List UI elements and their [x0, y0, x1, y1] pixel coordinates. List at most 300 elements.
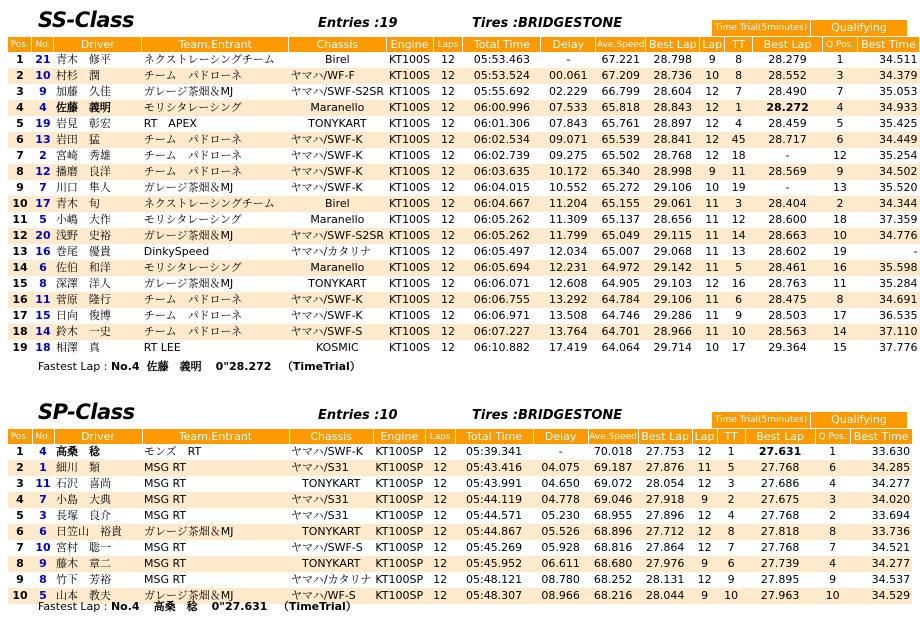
cell-chassis: TONYKART — [289, 524, 373, 540]
cell-engine: KT100S — [386, 212, 433, 228]
cell-ave-speed: 68.252 — [588, 572, 638, 588]
cell-driver: 小島 大典 — [54, 492, 142, 508]
cell-pos: 11 — [8, 212, 32, 228]
cell-engine: KT100SP — [375, 525, 424, 538]
cell-engine: KT100S — [386, 180, 433, 196]
cell-q-best-time: 34.776 — [857, 228, 919, 244]
ss-header-row — [8, 37, 920, 52]
cell-team: MSG RT — [142, 572, 289, 588]
cell-team: ガレージ茶畑＆MJ — [142, 276, 289, 292]
cell-no: 6 — [32, 260, 54, 276]
cell-best-lap: 28.768 — [646, 148, 700, 164]
cell-pos: 19 — [8, 340, 32, 356]
cell-total-time: 06:04.015 — [463, 180, 541, 196]
cell-driver: 鈴木 一史 — [54, 324, 142, 340]
ss-fastest-driver: 佐藤 義明 — [146, 360, 202, 373]
cell-driver: 加藤 久佳 — [54, 84, 142, 100]
cell-best-lap: 27.976 — [638, 556, 692, 572]
cell-total-time: 05:48.307 — [455, 588, 533, 604]
cell-tt-best-lap: 29.364 — [753, 340, 823, 356]
col-team: Team,Entrant — [142, 37, 289, 52]
cell-q-best-time: 33.630 — [850, 444, 912, 460]
cell-pos: 4 — [8, 492, 32, 508]
col-best-lap: Best Lap — [646, 37, 700, 52]
cell-engine: KT100SP — [375, 541, 424, 554]
col-team: Team,Entrant — [142, 429, 289, 444]
cell-q-best-time: 37.776 — [857, 340, 919, 356]
cell-team: RT LEE — [142, 340, 289, 356]
cell-ave-speed: 65.340 — [596, 164, 646, 180]
cell-no: 14 — [32, 324, 54, 340]
cell-delay: 00.061 — [541, 68, 596, 84]
col-ave-speed: Ave.Speed — [596, 37, 646, 52]
cell-qpos: 7 — [815, 540, 850, 556]
col-no: No. — [32, 429, 54, 444]
cell-pos: 4 — [8, 100, 32, 116]
cell-qpos: 2 — [822, 196, 857, 212]
cell-laps: 12 — [433, 68, 463, 84]
cell-total-time: 06:07.227 — [463, 324, 541, 340]
cell-ave-speed: 69.046 — [588, 492, 638, 508]
cell-ave-speed: 65.272 — [596, 180, 646, 196]
cell-pos: 9 — [8, 180, 32, 196]
cell-tt: 6 — [717, 556, 745, 572]
cell-pos: 15 — [8, 276, 32, 292]
cell-ave-speed: 65.007 — [596, 244, 646, 260]
cell-q-best-time: 35.053 — [857, 84, 919, 100]
cell-total-time: 05:45.952 — [455, 556, 533, 572]
cell-laps: 12 — [425, 572, 455, 588]
cell-tt-best-lap: 27.768 — [745, 540, 815, 556]
cell-engine: KT100S — [386, 276, 433, 292]
cell-delay: 13.508 — [541, 308, 596, 324]
table-row — [8, 572, 912, 588]
table-row — [8, 116, 920, 132]
cell-laps: 12 — [425, 556, 455, 572]
cell-lap: 11 — [700, 196, 725, 212]
cell-no: 21 — [32, 52, 54, 68]
cell-engine: KT100SP — [375, 509, 424, 522]
cell-engine: KT100S — [386, 244, 433, 260]
sp-entries: Entries :10 — [318, 408, 398, 423]
col-engine: Engine — [373, 429, 425, 444]
cell-tt: 4 — [717, 508, 745, 524]
cell-chassis: ヤマハ/S31 — [289, 460, 373, 476]
table-row — [8, 508, 912, 524]
col-laps: Laps — [425, 429, 455, 444]
cell-delay: 11.799 — [541, 228, 596, 244]
cell-tt-best-lap: 28.552 — [753, 68, 823, 84]
cell-driver: 岩見 彰宏 — [54, 116, 142, 132]
cell-total-time: 06:04.667 — [463, 196, 541, 212]
cell-ave-speed: 64.746 — [596, 308, 646, 324]
cell-team: ガレージ茶畑＆MJ — [142, 180, 289, 196]
cell-driver: 宮村 聡一 — [54, 540, 142, 556]
cell-ave-speed: 67.209 — [596, 68, 646, 84]
cell-chassis: ヤマハ/SWF-S2SR — [290, 229, 385, 242]
cell-engine: KT100SP — [375, 573, 424, 586]
ss-group-qualifying: Qualifying — [811, 20, 908, 36]
cell-qpos: 5 — [822, 116, 857, 132]
table-row — [8, 100, 920, 116]
cell-tt-best-lap: 27.739 — [745, 556, 815, 572]
cell-laps: 12 — [425, 508, 455, 524]
cell-tt: 2 — [717, 492, 745, 508]
cell-engine: KT100SP — [375, 557, 424, 570]
cell-lap: 11 — [700, 308, 725, 324]
cell-no: 4 — [32, 100, 54, 116]
cell-no: 10 — [32, 68, 54, 84]
cell-driver: 日向 俊博 — [54, 308, 142, 324]
cell-chassis: ヤマハ/SWF-K — [289, 164, 386, 180]
cell-ave-speed: 68.816 — [588, 540, 638, 556]
cell-pos: 3 — [8, 476, 32, 492]
cell-chassis: TONYKART — [289, 476, 373, 492]
cell-qpos: 3 — [822, 68, 857, 84]
cell-engine: KT100S — [386, 228, 433, 244]
cell-tt-best-lap: 28.600 — [753, 212, 823, 228]
cell-pos: 17 — [8, 308, 32, 324]
cell-chassis: ヤマハ/WF-S — [289, 588, 373, 604]
cell-delay: 13.764 — [541, 324, 596, 340]
cell-delay: - — [533, 444, 588, 460]
table-row — [8, 228, 920, 244]
cell-total-time: 06:06.071 — [463, 276, 541, 292]
ss-fastest-time: 0"28.272 — [215, 360, 272, 373]
cell-no: 5 — [32, 212, 54, 228]
cell-total-time: 06:06.971 — [463, 308, 541, 324]
ss-group-time-trial: Time Trial(5minutes) — [712, 20, 811, 36]
cell-total-time: 05:43.416 — [455, 460, 533, 476]
cell-delay: 17.419 — [541, 340, 596, 356]
table-row — [8, 148, 920, 164]
cell-best-lap: 29.061 — [646, 196, 700, 212]
cell-total-time: 06:10.882 — [463, 340, 541, 356]
cell-pos: 18 — [8, 324, 32, 340]
cell-tt-best-lap: 28.279 — [753, 52, 823, 68]
cell-delay: 09.275 — [541, 148, 596, 164]
cell-tt-best-lap: 28.459 — [753, 116, 823, 132]
cell-lap: 10 — [700, 180, 725, 196]
cell-driver: 菅原 隆行 — [54, 292, 142, 308]
cell-no: 12 — [32, 164, 54, 180]
cell-laps: 12 — [425, 540, 455, 556]
cell-pos: 1 — [8, 444, 32, 460]
cell-q-best-time: - — [857, 244, 919, 260]
cell-chassis: ヤマハ/SWF-S — [289, 540, 373, 556]
ss-tires: Tires :BRIDGESTONE — [472, 16, 623, 31]
cell-tt: 1 — [717, 444, 745, 460]
cell-lap: 12 — [692, 524, 717, 540]
cell-pos: 13 — [8, 244, 32, 260]
cell-no: 17 — [32, 196, 54, 212]
cell-lap: 12 — [700, 132, 725, 148]
cell-ave-speed: 67.221 — [596, 52, 646, 68]
cell-best-lap: 28.998 — [646, 164, 700, 180]
table-row — [8, 196, 920, 212]
cell-qpos: 14 — [822, 324, 857, 340]
cell-engine: KT100SP — [375, 445, 424, 458]
cell-tt: 45 — [725, 132, 753, 148]
table-row — [8, 292, 920, 308]
col-tt-best-lap: Best Lap — [745, 429, 815, 444]
cell-lap: 11 — [692, 460, 717, 476]
cell-tt-best-lap: 27.686 — [745, 476, 815, 492]
cell-driver: 巻尾 優貴 — [54, 244, 142, 260]
cell-laps: 12 — [433, 116, 463, 132]
cell-lap: 12 — [700, 276, 725, 292]
sp-header-row — [8, 429, 912, 444]
cell-ave-speed: 65.155 — [596, 196, 646, 212]
cell-total-time: 05:48.121 — [455, 572, 533, 588]
cell-no: 1 — [32, 460, 54, 476]
cell-pos: 6 — [8, 524, 32, 540]
cell-no: 8 — [32, 276, 54, 292]
cell-total-time: 05:39.341 — [455, 444, 533, 460]
cell-qpos: 4 — [822, 100, 857, 116]
cell-tt: 17 — [725, 340, 753, 356]
cell-laps: 12 — [425, 492, 455, 508]
col-engine: Engine — [386, 37, 433, 52]
cell-q-best-time: 37.359 — [857, 212, 919, 228]
cell-pos: 9 — [8, 572, 32, 588]
cell-team: DinkySpeed — [142, 244, 289, 260]
cell-team: チーム パドローネ — [142, 132, 289, 148]
table-row — [8, 308, 920, 324]
ss-fastest-no: No.4 — [110, 360, 140, 373]
cell-laps: 12 — [433, 308, 463, 324]
cell-tt: 6 — [725, 292, 753, 308]
col-delay: Delay — [541, 37, 596, 52]
cell-tt-best-lap: 27.963 — [745, 588, 815, 604]
cell-engine: KT100S — [386, 116, 433, 132]
cell-driver: 石沢 喜尚 — [54, 476, 142, 492]
cell-total-time: 06:03.635 — [463, 164, 541, 180]
cell-driver: 川口 隼人 — [54, 180, 142, 196]
cell-best-lap: 29.714 — [646, 340, 700, 356]
cell-tt: 9 — [725, 308, 753, 324]
sp-tires: Tires :BRIDGESTONE — [472, 408, 623, 423]
cell-total-time: 05:44.119 — [455, 492, 533, 508]
cell-ave-speed: 64.701 — [596, 324, 646, 340]
cell-qpos: 15 — [822, 340, 857, 356]
col-pos: Pos. — [8, 37, 32, 52]
cell-no: 6 — [32, 524, 54, 540]
cell-ave-speed: 65.539 — [596, 132, 646, 148]
cell-no: 18 — [32, 340, 54, 356]
sp-fastest-no: No.4 — [110, 600, 140, 613]
cell-tt-best-lap: 28.475 — [753, 292, 823, 308]
cell-driver: 岩田 猛 — [54, 132, 142, 148]
cell-chassis: ヤマハ/カタリナ — [289, 244, 386, 260]
cell-laps: 12 — [425, 476, 455, 492]
cell-qpos: 18 — [822, 212, 857, 228]
cell-total-time: 05:43.991 — [455, 476, 533, 492]
cell-ave-speed: 65.818 — [596, 100, 646, 116]
cell-ave-speed: 70.018 — [588, 444, 638, 460]
cell-delay: 11.309 — [541, 212, 596, 228]
cell-team: モリシタレーシング — [142, 100, 289, 116]
cell-no: 5 — [32, 588, 54, 604]
table-row — [8, 276, 920, 292]
cell-best-lap: 29.103 — [646, 276, 700, 292]
cell-delay: 06.611 — [533, 556, 588, 572]
cell-total-time: 06:05.262 — [463, 228, 541, 244]
col-chassis: Chassis — [289, 429, 373, 444]
sp-fastest-prefix: Fastest Lap : — [38, 600, 108, 613]
cell-laps: 12 — [425, 524, 455, 540]
cell-driver: 村杉 潤 — [54, 68, 142, 84]
cell-driver: 細川 類 — [54, 460, 142, 476]
cell-q-best-time: 34.521 — [850, 540, 912, 556]
cell-lap: 11 — [700, 228, 725, 244]
cell-laps: 12 — [433, 100, 463, 116]
cell-tt-best-lap: - — [753, 180, 823, 196]
cell-total-time: 06:06.755 — [463, 292, 541, 308]
cell-laps: 12 — [433, 212, 463, 228]
cell-laps: 12 — [433, 292, 463, 308]
cell-lap: 9 — [700, 164, 725, 180]
cell-best-lap: 28.843 — [646, 100, 700, 116]
cell-qpos: 2 — [815, 508, 850, 524]
cell-best-lap: 27.896 — [638, 508, 692, 524]
cell-delay: - — [541, 52, 596, 68]
col-qpos: Q.Pos. — [822, 37, 857, 52]
cell-lap: 11 — [700, 212, 725, 228]
cell-pos: 5 — [8, 508, 32, 524]
cell-tt-best-lap: - — [753, 148, 823, 164]
cell-team: MSG RT — [142, 508, 289, 524]
cell-q-best-time: 35.425 — [857, 116, 919, 132]
cell-tt-best-lap: 27.631 — [745, 444, 815, 460]
col-pos: Pos. — [8, 429, 32, 444]
cell-chassis: ヤマハ/SWF-K — [289, 148, 386, 164]
table-row — [8, 164, 920, 180]
cell-team: チーム パドローネ — [142, 164, 289, 180]
cell-ave-speed: 68.680 — [588, 556, 638, 572]
cell-delay: 10.172 — [541, 164, 596, 180]
cell-qpos: 3 — [815, 492, 850, 508]
cell-chassis: ヤマハ/SWF-K — [289, 308, 386, 324]
cell-lap: 11 — [700, 260, 725, 276]
cell-laps: 12 — [433, 244, 463, 260]
cell-lap: 12 — [700, 100, 725, 116]
cell-chassis: ヤマハ/SWF-K — [289, 444, 373, 460]
cell-driver: 竹下 芳裕 — [54, 572, 142, 588]
cell-delay: 10.552 — [541, 180, 596, 196]
cell-delay: 07.843 — [541, 116, 596, 132]
cell-chassis: ヤマハ/S31 — [289, 508, 373, 524]
cell-team: チーム パドローネ — [142, 292, 289, 308]
cell-laps: 12 — [433, 340, 463, 356]
cell-chassis: ヤマハ/S31 — [289, 492, 373, 508]
cell-q-best-time: 35.254 — [857, 148, 919, 164]
cell-driver: 播磨 良洋 — [54, 164, 142, 180]
cell-qpos: 1 — [815, 444, 850, 460]
cell-no: 15 — [32, 308, 54, 324]
cell-q-best-time: 34.502 — [857, 164, 919, 180]
cell-laps: 12 — [433, 164, 463, 180]
cell-qpos: 19 — [822, 244, 857, 260]
cell-team: チーム パドローネ — [142, 148, 289, 164]
cell-pos: 12 — [8, 228, 32, 244]
ss-class-title: SS-Class — [38, 8, 134, 32]
cell-delay: 02.229 — [541, 84, 596, 100]
cell-engine: KT100S — [386, 340, 433, 356]
cell-qpos: 8 — [822, 292, 857, 308]
cell-no: 8 — [32, 572, 54, 588]
cell-delay: 11.204 — [541, 196, 596, 212]
cell-pos: 8 — [8, 556, 32, 572]
cell-pos: 14 — [8, 260, 32, 276]
cell-team: モンズ RT — [142, 444, 289, 460]
cell-tt-best-lap: 27.818 — [745, 524, 815, 540]
cell-ave-speed: 69.187 — [588, 460, 638, 476]
cell-best-lap: 28.897 — [646, 116, 700, 132]
cell-total-time: 05:55.692 — [463, 84, 541, 100]
cell-driver: 小嶋 大作 — [54, 212, 142, 228]
cell-delay: 12.608 — [541, 276, 596, 292]
cell-ave-speed: 68.955 — [588, 508, 638, 524]
cell-laps: 12 — [425, 588, 455, 604]
cell-pos: 1 — [8, 52, 32, 68]
cell-chassis: Birel — [289, 196, 386, 212]
sp-fastest-driver: 高桑 稔 — [153, 600, 198, 613]
cell-team: ネクストレーシングチーム — [142, 52, 289, 68]
cell-team: モリシタレーシング — [142, 212, 289, 228]
cell-team: MSG RT — [142, 460, 289, 476]
cell-tt: 7 — [725, 84, 753, 100]
cell-total-time: 05:44.867 — [455, 524, 533, 540]
table-row — [8, 340, 920, 356]
cell-chassis: TONYKART — [289, 116, 386, 132]
cell-q-best-time: 35.598 — [857, 260, 919, 276]
col-tt: TT — [725, 37, 753, 52]
cell-engine: KT100S — [386, 68, 433, 84]
sp-group-time-trial: Time Trial(5minutes) — [712, 412, 811, 428]
cell-qpos: 7 — [822, 84, 857, 100]
col-chassis: Chassis — [289, 37, 386, 52]
cell-driver: 浅野 史裕 — [54, 228, 142, 244]
cell-delay: 12.034 — [541, 244, 596, 260]
cell-no: 19 — [32, 116, 54, 132]
cell-lap: 10 — [700, 68, 725, 84]
col-q-best-time: Best Time — [857, 37, 919, 52]
cell-driver: 藤木 章二 — [54, 556, 142, 572]
col-qpos: Q.Pos. — [815, 429, 850, 444]
cell-driver: 長塚 良介 — [54, 508, 142, 524]
cell-best-lap: 28.044 — [638, 588, 692, 604]
cell-tt: 14 — [725, 228, 753, 244]
cell-pos: 7 — [8, 540, 32, 556]
cell-team: チーム パドローネ — [142, 324, 289, 340]
cell-no: 11 — [32, 476, 54, 492]
cell-chassis: Maranello — [289, 212, 386, 228]
cell-best-lap: 29.106 — [646, 292, 700, 308]
cell-pos: 10 — [8, 196, 32, 212]
cell-team: ガレージ茶畑＆MJ — [142, 84, 289, 100]
cell-tt: 4 — [725, 116, 753, 132]
cell-qpos: 10 — [822, 228, 857, 244]
col-driver: Driver — [54, 37, 142, 52]
cell-q-best-time: 34.691 — [857, 292, 919, 308]
cell-chassis: ヤマハ/WF-F — [289, 68, 386, 84]
cell-engine: KT100S — [386, 100, 433, 116]
cell-driver: 青木 旬 — [54, 196, 142, 212]
cell-team: チーム パドローネ — [142, 308, 289, 324]
cell-chassis: ヤマハ/SWF-S — [289, 324, 386, 340]
cell-engine: KT100S — [386, 308, 433, 324]
